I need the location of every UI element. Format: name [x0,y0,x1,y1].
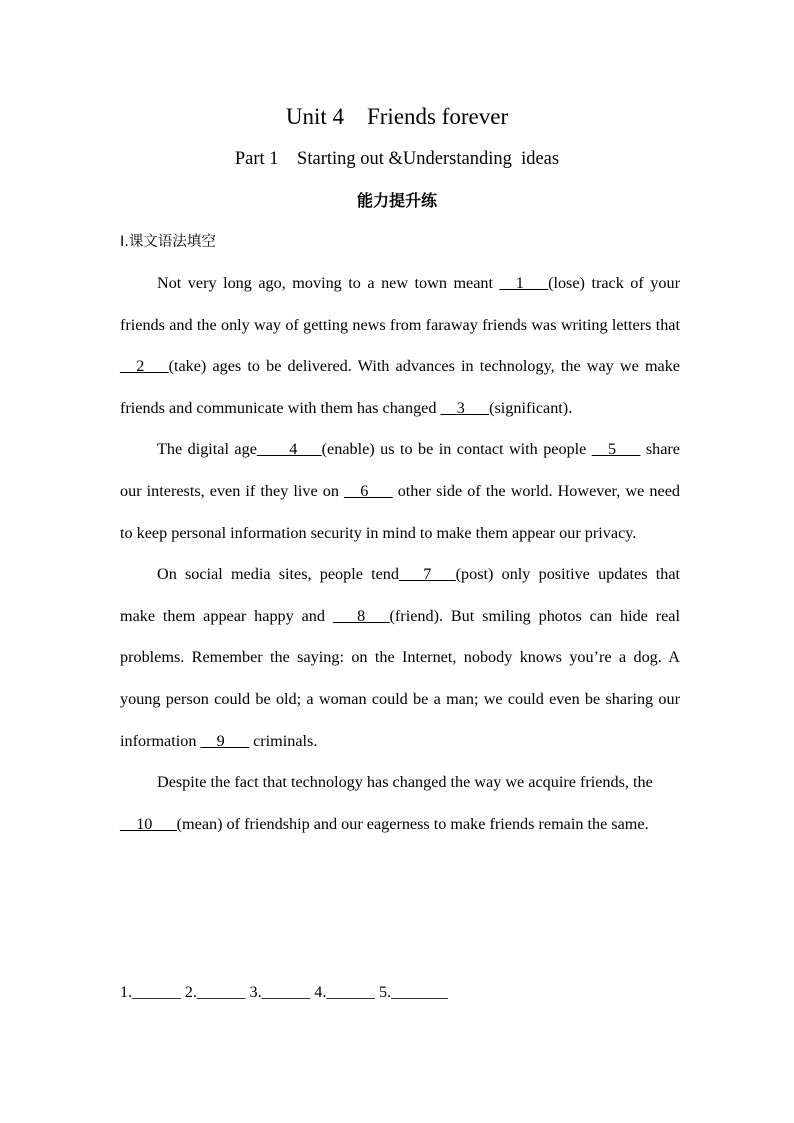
blank-6: __6___ [344,481,393,500]
text-run: (take) ages to be delivered. With advances in technology, the way we make friends and communicate with them has changed [120,357,680,417]
text-run: criminals. [249,731,318,750]
blank-9: __9___ [200,731,250,750]
blank-1: __1___ [499,274,549,292]
text-run: Not very long ago, moving to a new town meant [157,274,500,292]
unit-title: Unit 4 Friends forever [285,104,509,129]
blank-7: ___7___ [398,565,456,584]
text-run: The digital age [157,440,257,459]
blank-8: ___8___ [332,606,390,625]
text-run: share our interests, even if they live on [120,440,680,500]
text-run: other side of the world. However, we need to keep personal information security in mind to make them appear our privacy. [120,481,680,542]
text-run: (friend). But smiling photos can hide real problems. Remember the saying: on the Internet, nobody knows you’re a dog. A young person could be old; a woman could be a man; we could even be sharing our information [120,606,680,750]
blank-2: __2___ [120,357,169,376]
section-heading: Ⅰ.课文语法填空 [120,234,216,250]
paragraph-3 [120,554,680,762]
text-run: (enable) us to be in contact with people [321,440,592,459]
passage [120,263,680,845]
text-run: Despite the fact that technology has changed the way we acquire friends, the [157,773,653,792]
practice-label: 能力提升练 [356,191,437,210]
blank-4: ____4___ [256,440,322,459]
paragraph-4 [120,762,680,845]
part-subtitle: Part 1 Starting out &Understanding ideas [234,149,560,169]
blank-10: __10___ [120,814,177,833]
text-run: (lose) track of your friends and the only way of getting news from faraway friends was writing letters that [120,274,680,334]
text-run: (mean) of friendship and our eagerness to make friends remain the same. [176,814,649,833]
text-run: On social media sites, people tend [157,565,399,584]
blank-3: __3___ [440,398,490,417]
paragraph-2 [120,429,680,554]
text-run: (significant). [489,398,573,417]
blank-5: __5___ [591,440,641,459]
answer-line: 1.______ 2.______ 3.______ 4.______ 5._______ [120,983,448,1001]
paragraph-1 [120,263,680,429]
text-run: (post) only positive updates that make them appear happy and [120,565,680,625]
